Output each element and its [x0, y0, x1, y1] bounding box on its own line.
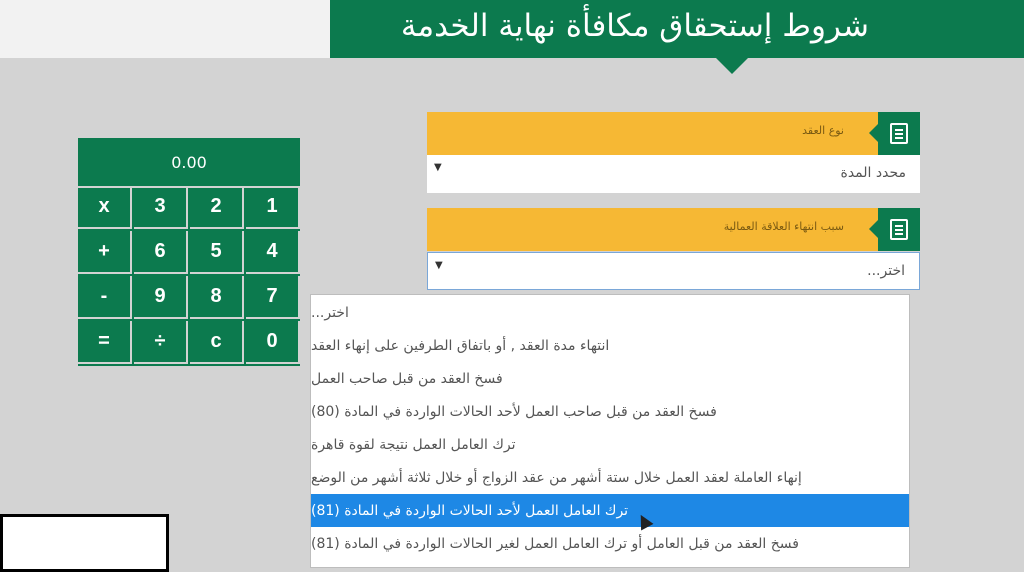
calc-key-1[interactable]: 1 [246, 186, 300, 229]
calc-key-9[interactable]: 9 [134, 276, 188, 319]
end-reason-value: اختر... [867, 263, 905, 279]
page-title: شروط إستحقاق مكافأة نهاية الخدمة [400, 8, 869, 44]
end-reason-select[interactable] [427, 252, 920, 290]
calc-key-equals[interactable]: = [78, 321, 132, 364]
header-left-area [0, 0, 330, 58]
calc-key-clear[interactable]: c [190, 321, 244, 364]
calculator [78, 138, 300, 366]
calc-key-multiply[interactable]: x [78, 186, 132, 229]
field-icon-box [878, 208, 920, 251]
calc-key-4[interactable]: 4 [246, 231, 300, 274]
document-icon [890, 123, 908, 144]
contract-type-select[interactable] [427, 155, 920, 193]
calc-key-5[interactable]: 5 [190, 231, 244, 274]
end-reason-dropdown [310, 294, 910, 568]
contract-type-value: محدد المدة [840, 165, 906, 181]
calc-key-7[interactable]: 7 [246, 276, 300, 319]
calc-key-0[interactable]: 0 [246, 321, 300, 364]
dropdown-option[interactable]: فسخ العقد من قبل العامل أو ترك العامل العمل لغير الحالات الواردة في المادة (81) [311, 535, 799, 552]
dropdown-option[interactable]: إنهاء العاملة لعقد العمل خلال ستة أشهر من عقد الزواج أو خلال ثلاثة أشهر من الوضع [311, 469, 802, 486]
calc-key-3[interactable]: 3 [134, 186, 188, 229]
field-arrow [869, 220, 878, 238]
header-pointer [716, 58, 748, 74]
dropdown-option-selected[interactable]: ترك العامل العمل لأحد الحالات الواردة في المادة (81) [311, 494, 909, 527]
dropdown-option[interactable]: فسخ العقد من قبل صاحب العمل [311, 370, 503, 387]
calc-key-divide[interactable]: ÷ [134, 321, 188, 364]
blank-box [0, 514, 169, 572]
page-header [330, 0, 1024, 58]
dropdown-option[interactable]: انتهاء مدة العقد , أو باتفاق الطرفين على إنهاء العقد [311, 337, 610, 354]
calc-key-plus[interactable]: + [78, 231, 132, 274]
calc-key-8[interactable]: 8 [190, 276, 244, 319]
caret-down-icon: ▼ [435, 260, 443, 271]
contract-type-label: نوع العقد [802, 124, 844, 137]
field-icon-box [878, 112, 920, 155]
calculator-display: 0.00 [78, 138, 300, 188]
field-arrow [869, 124, 878, 142]
calc-key-minus[interactable]: - [78, 276, 132, 319]
dropdown-option[interactable]: ترك العامل العمل نتيجة لقوة قاهرة [311, 436, 516, 453]
end-reason-header [427, 208, 920, 251]
end-reason-label: سبب انتهاء العلاقة العمالية [723, 220, 844, 233]
calc-key-6[interactable]: 6 [134, 231, 188, 274]
caret-down-icon: ▼ [434, 162, 442, 173]
contract-type-header [427, 112, 920, 155]
calc-key-2[interactable]: 2 [190, 186, 244, 229]
dropdown-option[interactable]: اختر... [311, 304, 349, 321]
dropdown-option[interactable]: فسخ العقد من قبل صاحب العمل لأحد الحالات الواردة في المادة (80) [311, 403, 717, 420]
document-icon [890, 219, 908, 240]
